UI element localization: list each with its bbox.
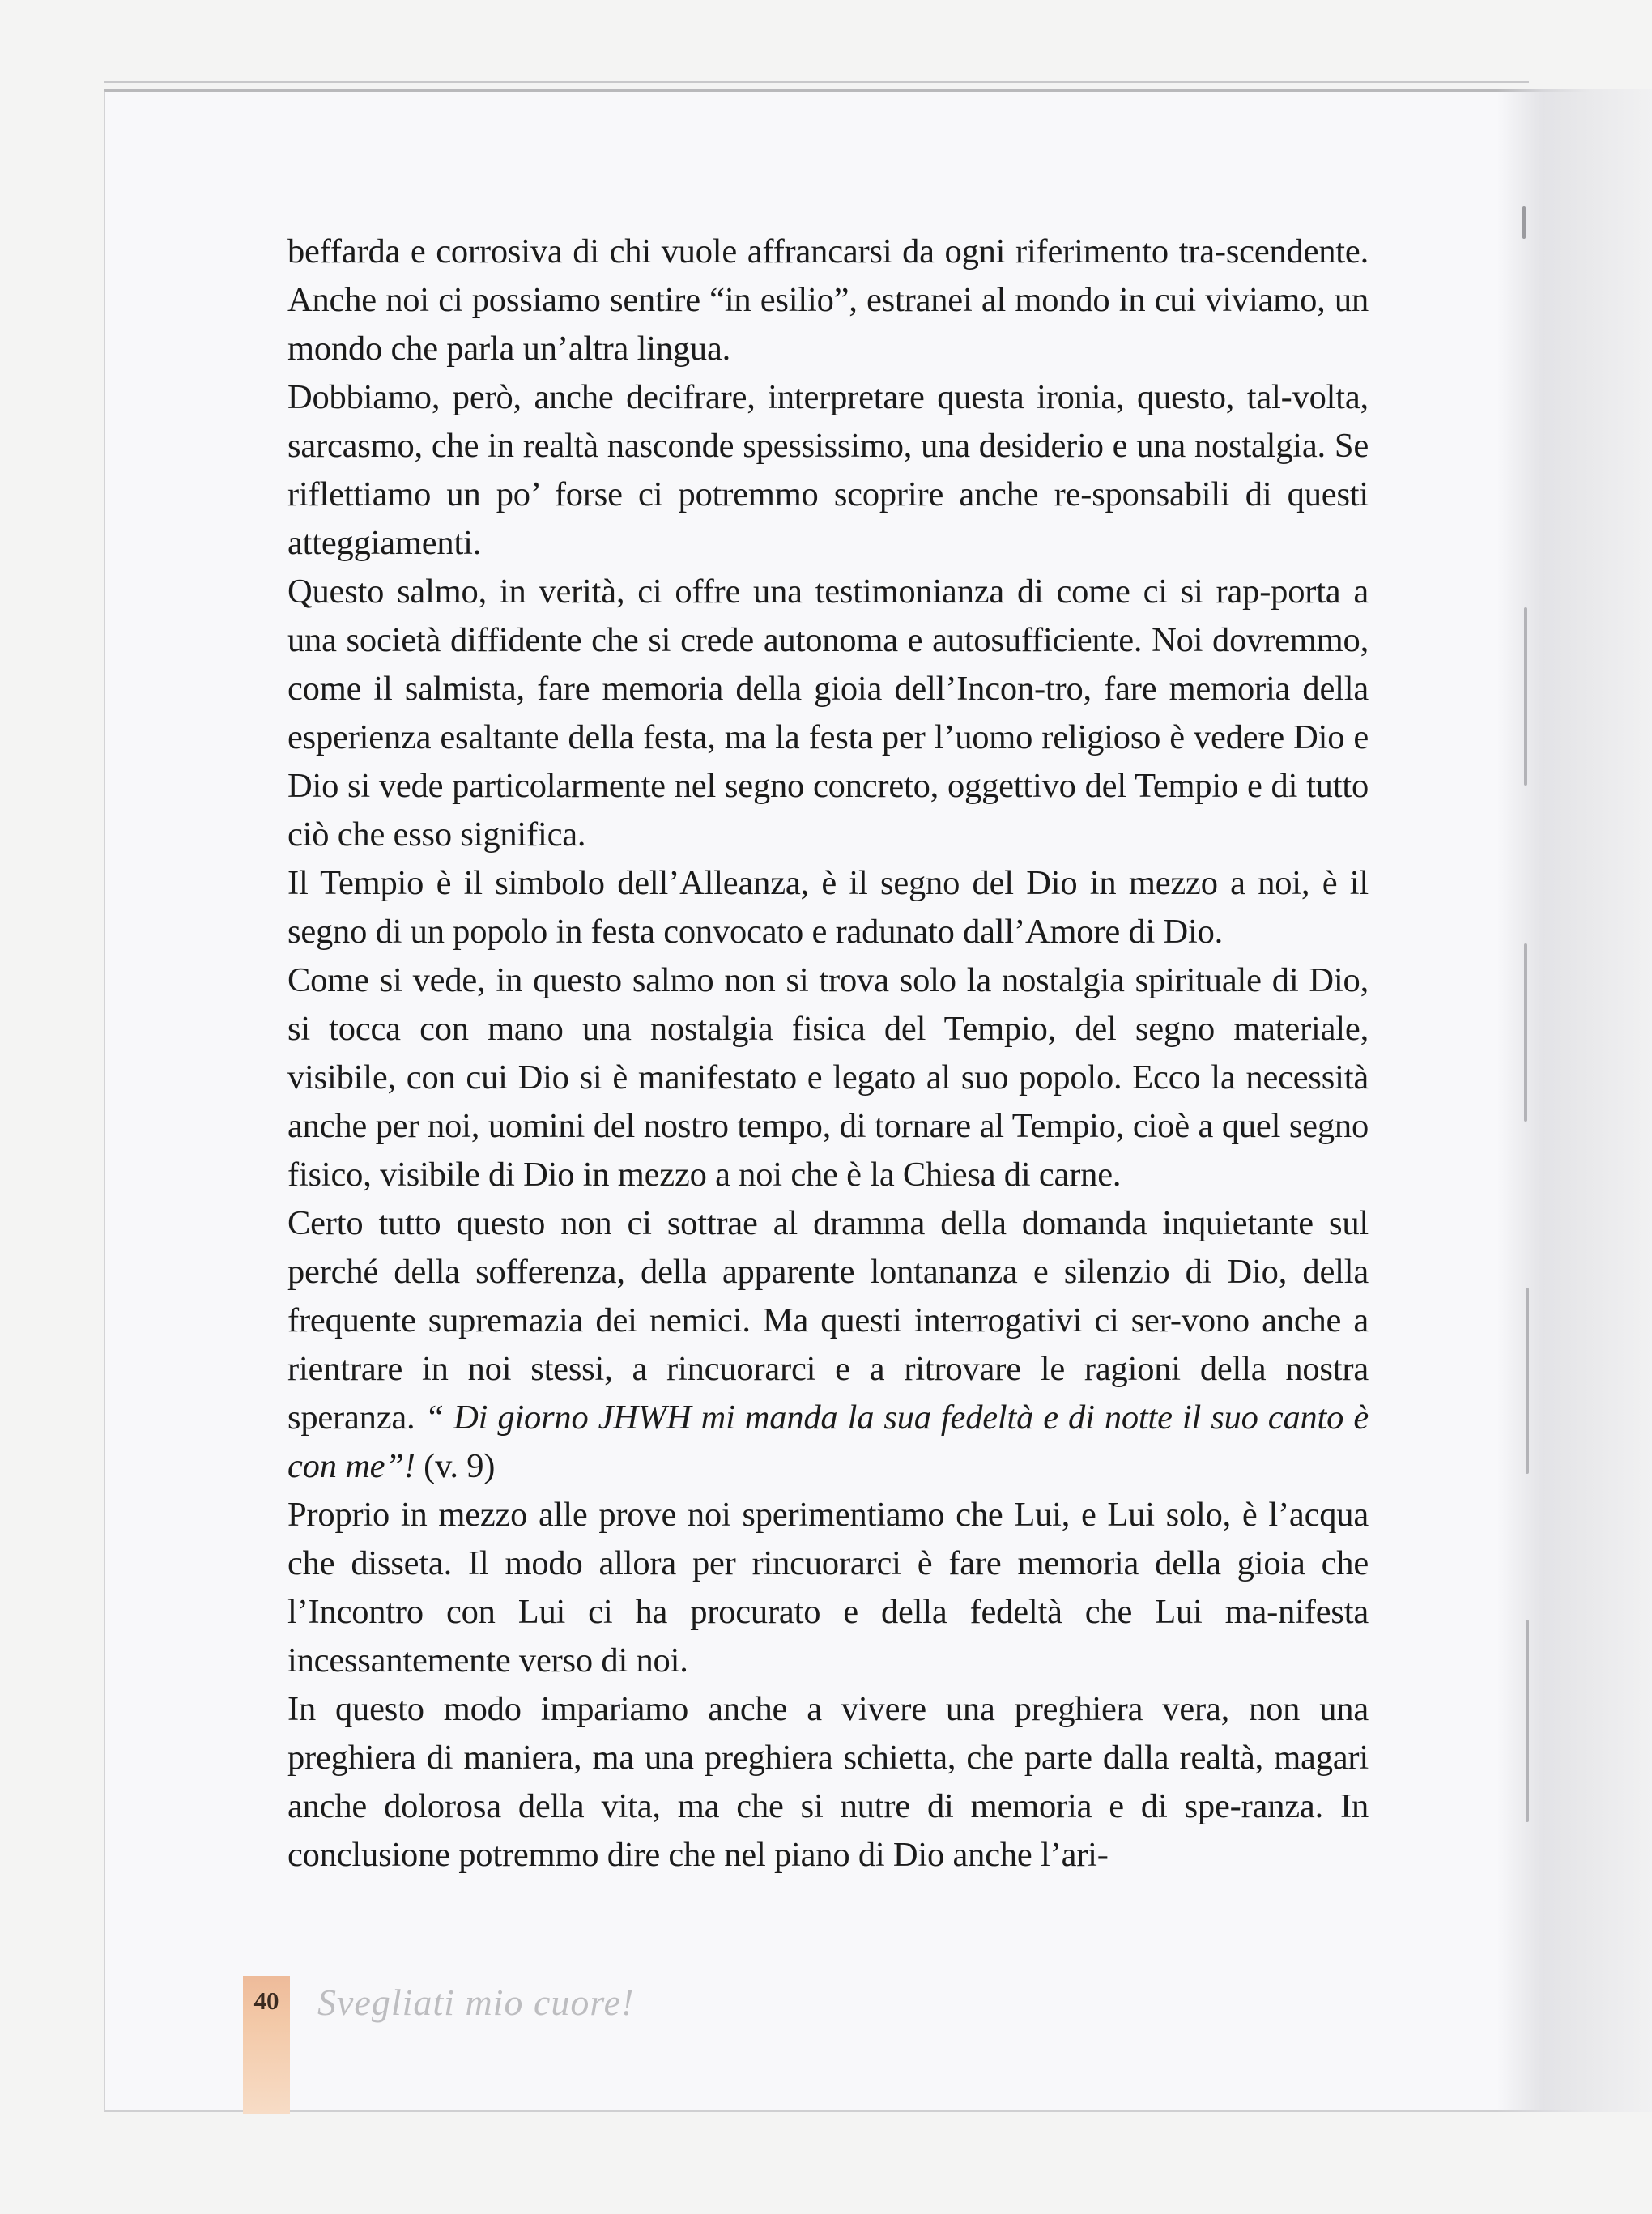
paragraph: beffarda e corrosiva di chi vuole affrancarsi da ogni riferimento tra-scendente. Anche noi ci possiamo sentire “in esilio”, estranei al mondo in cui viviamo, un mondo che parla un’altra lingua. xyxy=(287,232,1369,368)
body-text xyxy=(287,228,1369,1880)
binding-stitch xyxy=(1524,943,1527,1122)
binding-stitch xyxy=(1524,607,1527,786)
paragraph: Proprio in mezzo alle prove noi sperimentiamo che Lui, e Lui solo, è l’acqua che disseta. Il modo allora per rincuorarci è fare memoria della gioia che l’Incontro con Lui ci ha procurato e della fedeltà che Lui ma-nifesta incessantemente verso di noi. xyxy=(287,1496,1369,1680)
binding-stitch xyxy=(1526,1288,1529,1474)
paragraph: Dobbiamo, però, anche decifrare, interpretare questa ironia, questo, tal-volta, sarcasmo, che in realtà nasconde spessissimo, una desiderio e una nostalgia. Se riflettiamo un po’ forse ci potremmo scoprire anche re-sponsabili di questi atteggiamenti. xyxy=(287,378,1369,562)
binding-stitch xyxy=(1526,1620,1529,1822)
paragraph: Questo salmo, in verità, ci offre una testimonianza di come ci si rap-porta a una società diffidente che si crede autonoma e autosufficiente. Noi dovremmo, come il salmista, fare memoria della gioia dell’Incon-tro, fare memoria della esperienza esaltante della festa, ma la festa per l’uomo religioso è vedere Dio e Dio si vede particolarmente nel segno concreto, oggettivo del Tempio e di tutto ciò che esso significa. xyxy=(287,573,1369,854)
paragraph: Come si vede, in questo salmo non si trova solo la nostalgia spirituale di Dio, si tocca con mano una nostalgia fisica del Tempio, del segno materiale, visibile, con cui Dio si è manifestato e legato al suo popolo. Ecco la necessità anche per noi, uomini del nostro tempo, di tornare al Tempio, cioè a quel segno fisico, visibile di Dio in mezzo a noi che è la Chiesa di carne. xyxy=(287,961,1369,1194)
paragraph: In questo modo impariamo anche a vivere una preghiera vera, non una preghiera di maniera, ma una preghiera schietta, che parte dalla realtà, magari anche dolorosa della vita, ma che si nutre di memoria e di spe-ranza. In conclusione potremmo dire che nel piano di Dio anche l’ari- xyxy=(287,1690,1369,1874)
page-number: 40 xyxy=(253,1986,279,2015)
paragraph: Il Tempio è il simbolo dell’Alleanza, è il segno del Dio in mezzo a noi, è il segno di un popolo in festa convocato e radunato dall’Amore di Dio. xyxy=(287,864,1369,951)
page-top-edge xyxy=(104,81,1529,87)
running-title: Svegliati mio cuore! xyxy=(317,1982,635,2023)
binding-stitch xyxy=(1522,206,1526,239)
binding-shadow xyxy=(1497,89,1652,2112)
paragraph-text: Certo tutto questo non ci sottrae al dramma della domanda inquietante sul perché della sofferenza, della apparente lontananza e silenzio di Dio, della frequente supremazia dei nemici. Ma questi interrogativi ci ser-vono anche a rientrare in noi stessi, a rincuorarci e a ritrovare le ragioni della nostra speranza. xyxy=(287,1204,1369,1437)
psalm-quote: “ Di giorno JHWH mi manda la sua fedeltà e di notte il suo canto è con me”! xyxy=(287,1399,1369,1485)
paragraph-with-quote xyxy=(287,1199,1369,1491)
verse-reference: (v. 9) xyxy=(415,1447,496,1485)
